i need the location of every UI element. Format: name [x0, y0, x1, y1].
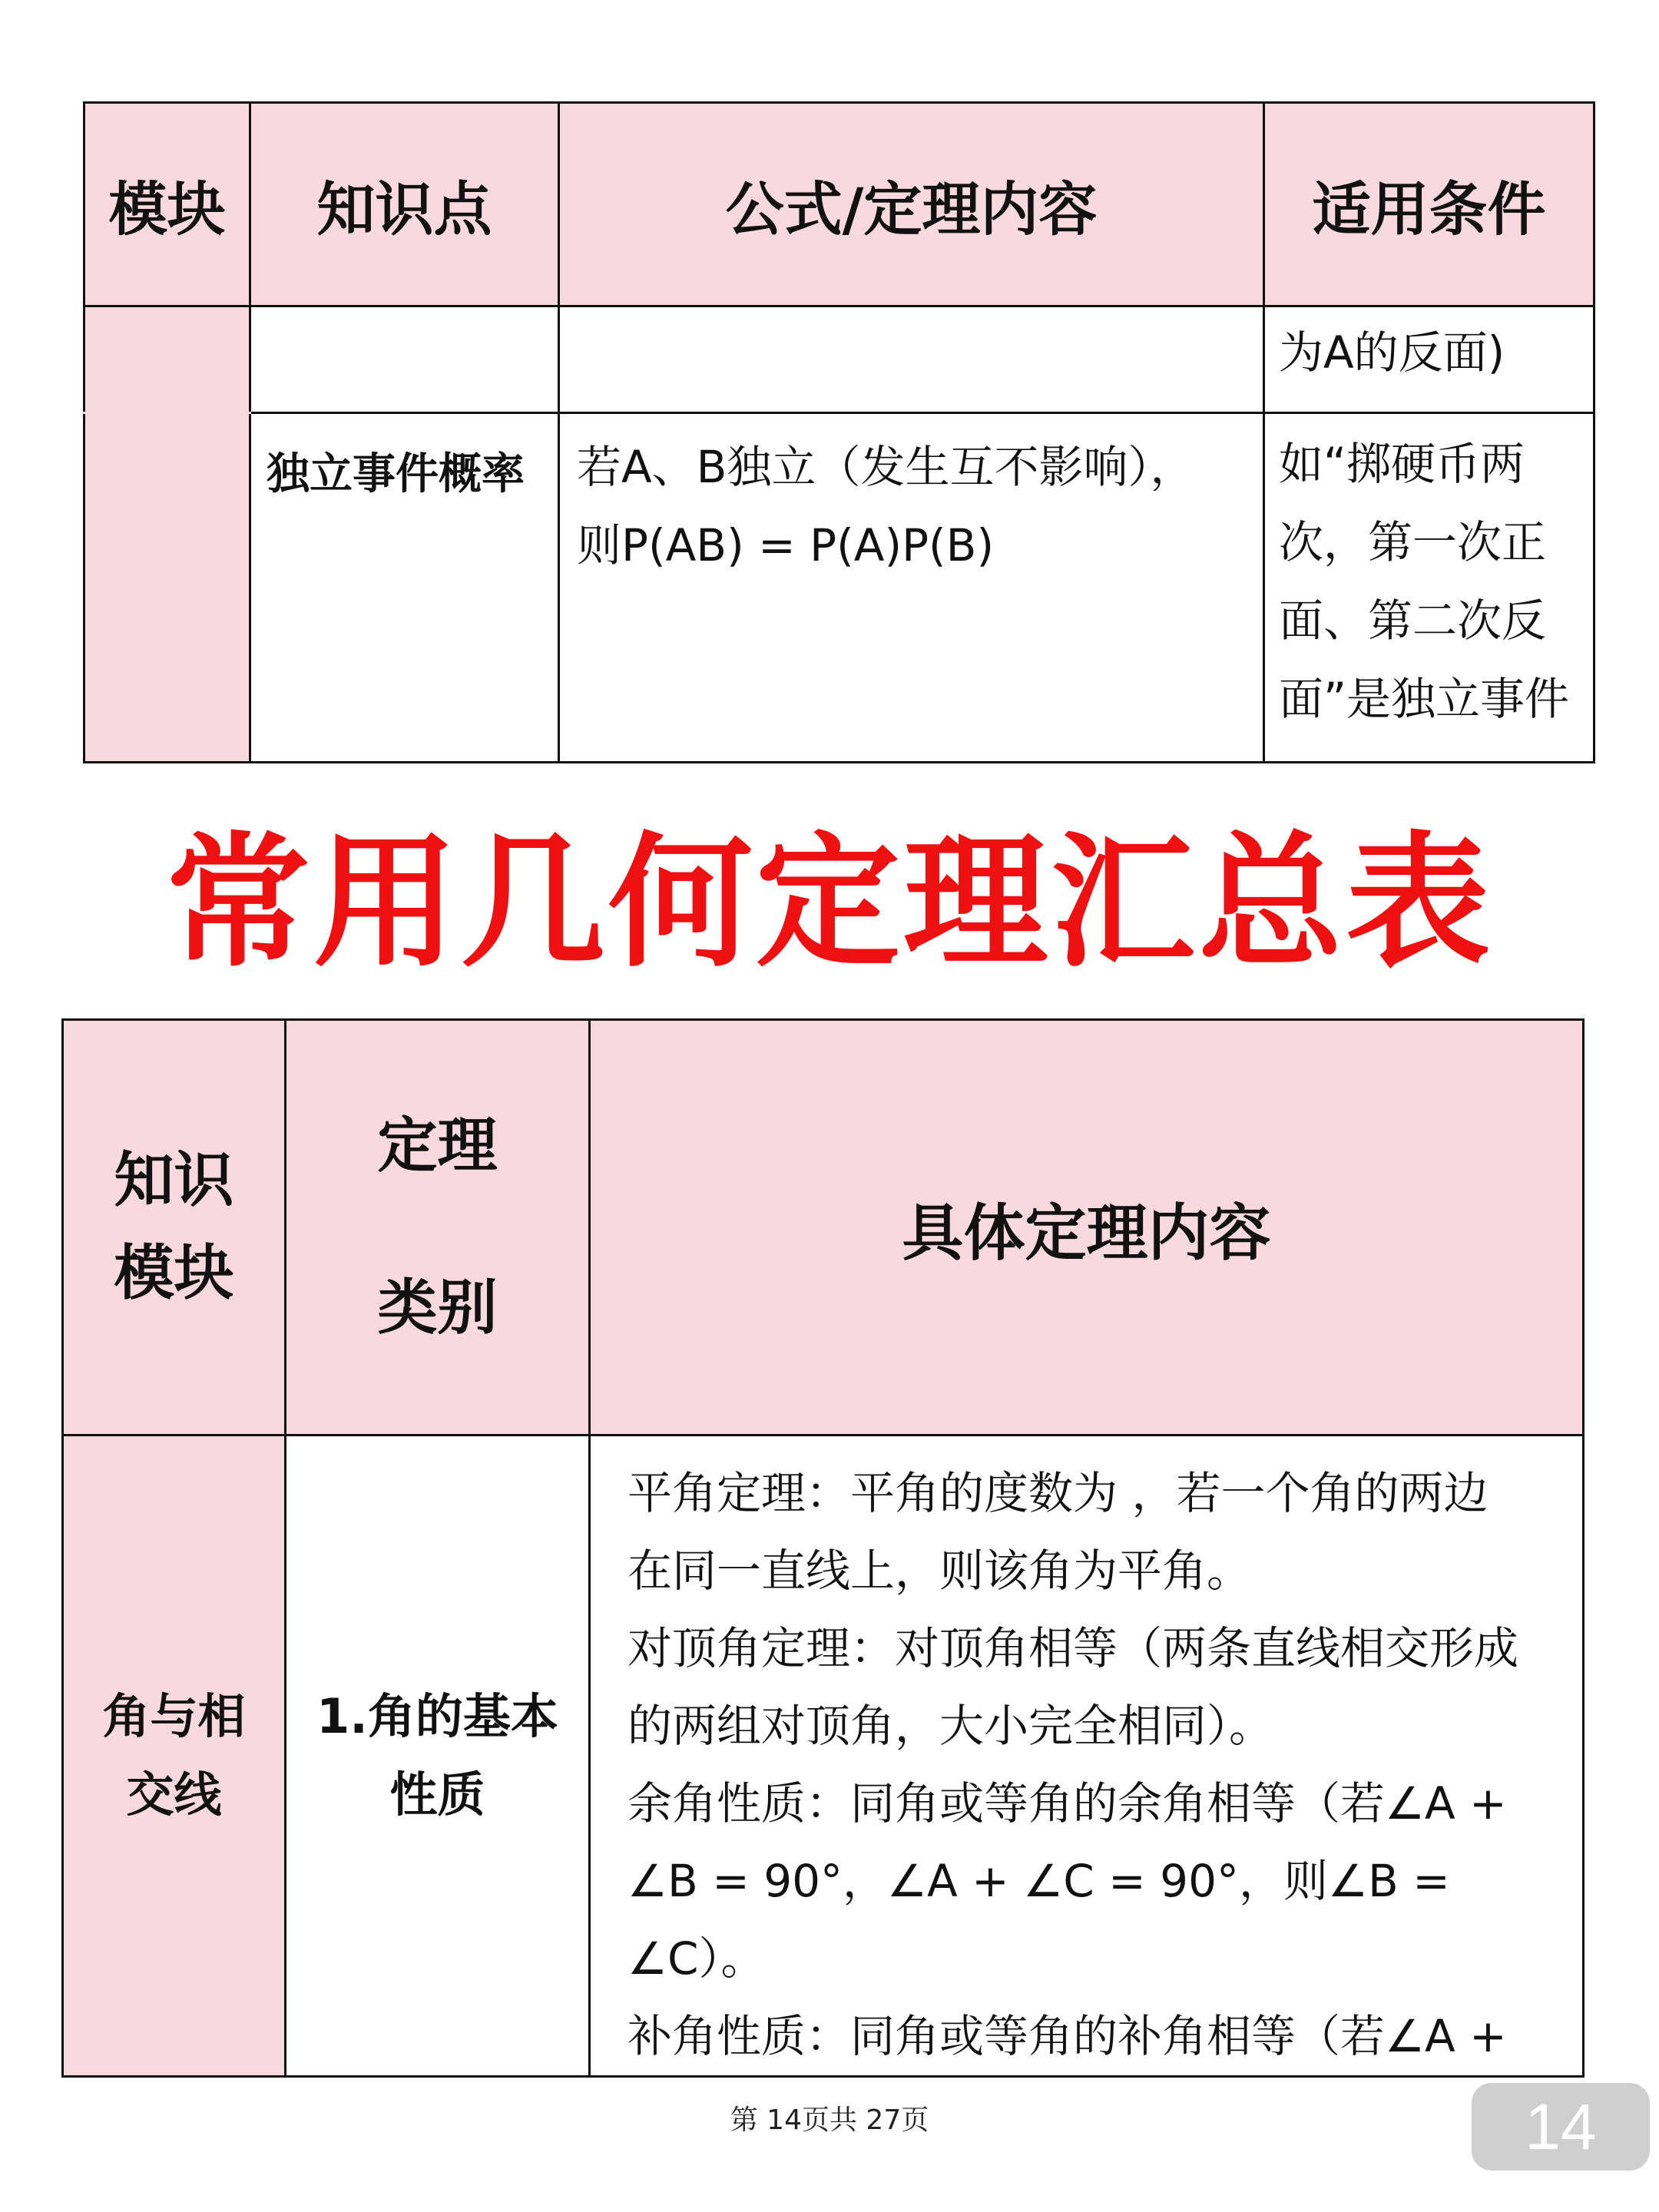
formula-line: 若A、B独立（发生互不影响）， — [577, 441, 1195, 493]
table-row — [63, 1435, 1584, 2077]
theorem-line: 在同一直线上，则该角为平角。 — [628, 1545, 1252, 1597]
module-cell — [84, 413, 250, 763]
category-line: 1.角的基本 — [316, 1688, 558, 1744]
category-line: 性质 — [389, 1767, 485, 1823]
formula-cell — [559, 413, 1264, 763]
category-cell — [286, 1435, 590, 2077]
condition-line: 次，第一次正 — [1279, 516, 1547, 568]
theorem-line: 补角性质：同角或等角的补角相等（若∠A + — [628, 2010, 1507, 2062]
header-formula: 公式/定理内容 — [559, 103, 1264, 306]
formula-cell — [559, 306, 1264, 413]
theorem-content-cell — [590, 1435, 1584, 2077]
header-category-line: 定理 — [377, 1111, 498, 1181]
formula-line: 则P(AB) = P(A)P(B) — [577, 519, 995, 571]
header-condition: 适用条件 — [1264, 103, 1594, 306]
header-content: 具体定理内容 — [590, 1020, 1584, 1435]
header-module — [63, 1020, 286, 1435]
module-line: 角与相 — [102, 1688, 246, 1744]
header-knowledge-point: 知识点 — [250, 103, 559, 306]
theorem-line: 的两组对顶角，大小完全相同）。 — [628, 1700, 1274, 1752]
theorem-line: 平角定理：平角的度数为 ，若一个角的两边 — [628, 1467, 1488, 1519]
table-row — [84, 413, 1594, 763]
header-category — [286, 1020, 590, 1435]
module-cell — [63, 1435, 286, 2077]
table-row — [84, 306, 1594, 413]
theorem-line: ∠B = 90°，∠A + ∠C = 90°，则∠B = ∠C）。 — [628, 1855, 1450, 1985]
theorem-table — [61, 1018, 1584, 2078]
condition-line: 面、第二次反 — [1279, 594, 1547, 647]
module-line: 交线 — [126, 1767, 222, 1823]
header-module: 模块 — [84, 103, 250, 306]
theorem-line: 对顶角定理：对顶角相等（两条直线相交形成 — [628, 1622, 1519, 1674]
page-number-badge: 14 — [1472, 2083, 1650, 2171]
module-cell — [84, 306, 250, 413]
condition-line: 如“掷硬币两 — [1279, 438, 1525, 490]
page-title: 常用几何定理汇总表 — [166, 819, 1493, 987]
header-category-line: 类别 — [377, 1273, 498, 1343]
page-footer: 第 14页共 27页 — [730, 2104, 929, 2136]
condition-cell: 为A的反面) — [1264, 306, 1594, 413]
header-module-line: 知识 — [114, 1146, 234, 1216]
condition-line: 面”是独立事件 — [1279, 673, 1570, 725]
knowledge-point-cell: 独立事件概率 — [250, 413, 559, 763]
table-header-row — [63, 1020, 1584, 1435]
knowledge-point-cell — [250, 306, 559, 413]
theorem-line: 余角性质：同角或等角的余角相等（若∠A + — [628, 1777, 1507, 1830]
header-module-line: 模块 — [114, 1239, 234, 1308]
condition-cell — [1264, 413, 1594, 763]
table-header-row — [84, 103, 1594, 306]
formula-table — [83, 101, 1595, 763]
